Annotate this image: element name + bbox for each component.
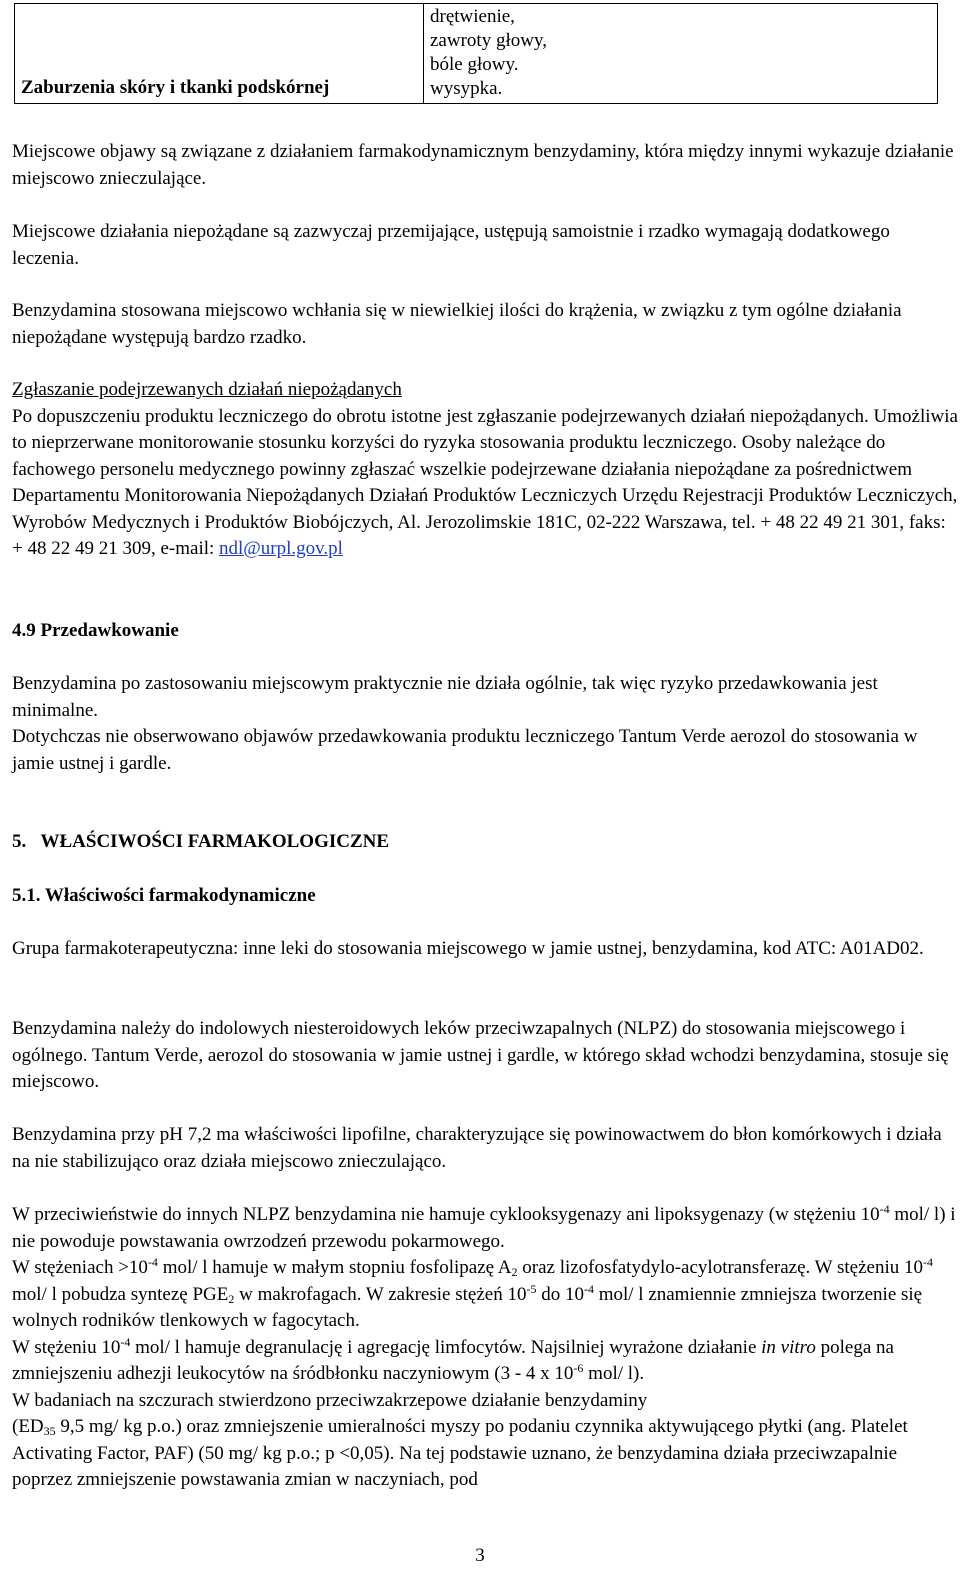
paragraph-degranulation: W stężeniu $10^{-4}$ mol/ l hamuje degranulację i agregację limfocytów. Najsilniej wyrażone działanie in vitro polega na zmniejszeniu adhezji leukocytów na śródbłonku naczyniowym (3 - 4 x $10^{-6}$ mol/ l). [12,1334,894,1384]
document-page [12,0,958,1490]
pharmacodynamics-section [12,1202,958,1494]
reporting-text: Po dopuszczeniu produktu leczniczego do obrotu istotne jest zgłaszanie podejrzewanych działań niepożądanych. Umożliwia to nieprzerwane monitorowanie stosunku korzyści do ryzyka stosowania produktu leczniczego. Osoby należące do fachowego personelu medycznego powinny zgłaszać wszelkie podejrzewane działania niepożądane za pośrednictwem Departamentu Monitorowania Niepożądanych Działań Produktów Leczniczych Urzędu Rejestracji Produktów Leczniczych, Wyrobów Medycznych i Produktów Biobójczych, Al. Jerozolimskie 181C, 02-222 Warszawa, tel. + 48 22 49 21 301, faks: + 48 22 49 21 309, e-mail: [12,405,958,559]
adverse-effects-table [14,3,938,104]
section-5-heading: 5. WŁAŚCIWOŚCI FARMAKOLOGICZNE [12,831,390,852]
table-cell-label [15,4,424,104]
paragraph-lipophilic: Benzydamina przy pH 7,2 ma właściwości lipofilne, charakteryzujące się powinowactwem do błon komórkowych i działa na nie stabilizująco oraz działa miejscowo znieczulająco. [12,1124,942,1172]
table-prev-effect: zawroty głowy, [430,30,547,51]
paragraph-local-effects: Miejscowe objawy są związane z działaniem farmakodynamicznym benzydaminy, która między innymi wykazuje działanie miejscowo znieczulające. [12,141,954,189]
paragraph-paf: ($ED_{35}$ 9,5 mg/ kg p.o.) oraz zmniejszenie umieralności myszy po podaniu czynnika aktywującego płytki (ang. Platelet Activating Factor, PAF) (50 mg/ kg p.o.; p <0,05). Na tej podstawie uznano, że benzydamina działa przeciwzapalnie poprzez zmniejszenie powstawania zmian w naczyniach, pod [12,1416,908,1490]
paragraph-phospholipase: W stężeniach $>10^{-4}$ mol/ l hamuje w małym stopniu fosfolipazę $A_2$ oraz lizofosfatydylo-acylotransferazę. W stężeniu $10^{-4}$ mol/ l pobudza syntezę $PGE_2$ w makrofagach. W zakresie stężeń $10^{-5}$ do $10^{-4}$ mol/ l znamiennie zmniejsza tworzenie się wolnych rodników tlenkowych w fagocytach. [12,1255,934,1331]
table-row-value: wysypka. [430,78,503,99]
paragraph-transient-effects: Miejscowe działania niepożądane są zazwyczaj przemijające, ustępują samoistnie i rzadko wymagają dodatkowego leczenia. [12,221,890,269]
page-number: 3 [475,1545,485,1566]
table-row-label: Zaburzenia skóry i tkanki podskórnej [21,76,330,98]
overdose-section [12,671,958,777]
section-5-1-heading: 5.1. Właściwości farmakodynamiczne [12,885,316,906]
overdose-heading: 4.9 Przedawkowanie [12,620,179,641]
overdose-paragraph: Benzydamina po zastosowaniu miejscowym praktycznie nie działa ogólnie, tak więc ryzyko przedawkowania jest minimalne. [12,673,878,721]
table-prev-effect: bóle głowy. [430,54,519,75]
email-link[interactable]: ndl@urpl.gov.pl [219,538,343,559]
paragraph-antithrombotic: W badaniach na szczurach stwierdzono przeciwzakrzepowe działanie benzydaminy [12,1389,648,1411]
table-prev-effect: drętwienie, [430,6,515,27]
reporting-heading: Zgłaszanie podejrzewanych działań niepożądanych [12,379,402,400]
overdose-paragraph-2: Dotychczas nie obserwowano objawów przedawkowania produktu leczniczego Tantum Verde aerozol do stosowania w jamie ustnej i gardle. [12,726,918,774]
reporting-body [12,404,958,563]
paragraph-cox-inhibition: W przeciwieństwie do innych NLPZ benzydamina nie hamuje cyklooksygenazy ani lipoksygenazy (w stężeniu $10^{-4}$ mol/ l) i nie powoduje powstawania owrzodzeń przewodu pokarmowego. [12,1202,956,1252]
reporting-section [12,377,958,563]
paragraph-systemic-absorption: Benzydamina stosowana miejscowo wchłania się w niewielkiej ilości do krążenia, w związku z tym ogólne działania niepożądane występują bardzo rzadko. [12,300,902,348]
paragraph-nsaid-class: Benzydamina należy do indolowych niesteroidowych leków przeciwzapalnych (NLPZ) do stosowania miejscowego i ogólnego. Tantum Verde, aerozol do stosowania w jamie ustnej i gardle, w którego skład wchodzi benzydamina, stosuje się miejscowo. [12,1018,949,1092]
paragraph-pharmacotherapeutic-group: Grupa farmakoterapeutyczna: inne leki do stosowania miejscowego w jamie ustnej, benzydamina, kod ATC: A01AD02. [12,938,924,959]
table-row [15,4,938,104]
table-cell-value [424,4,938,104]
